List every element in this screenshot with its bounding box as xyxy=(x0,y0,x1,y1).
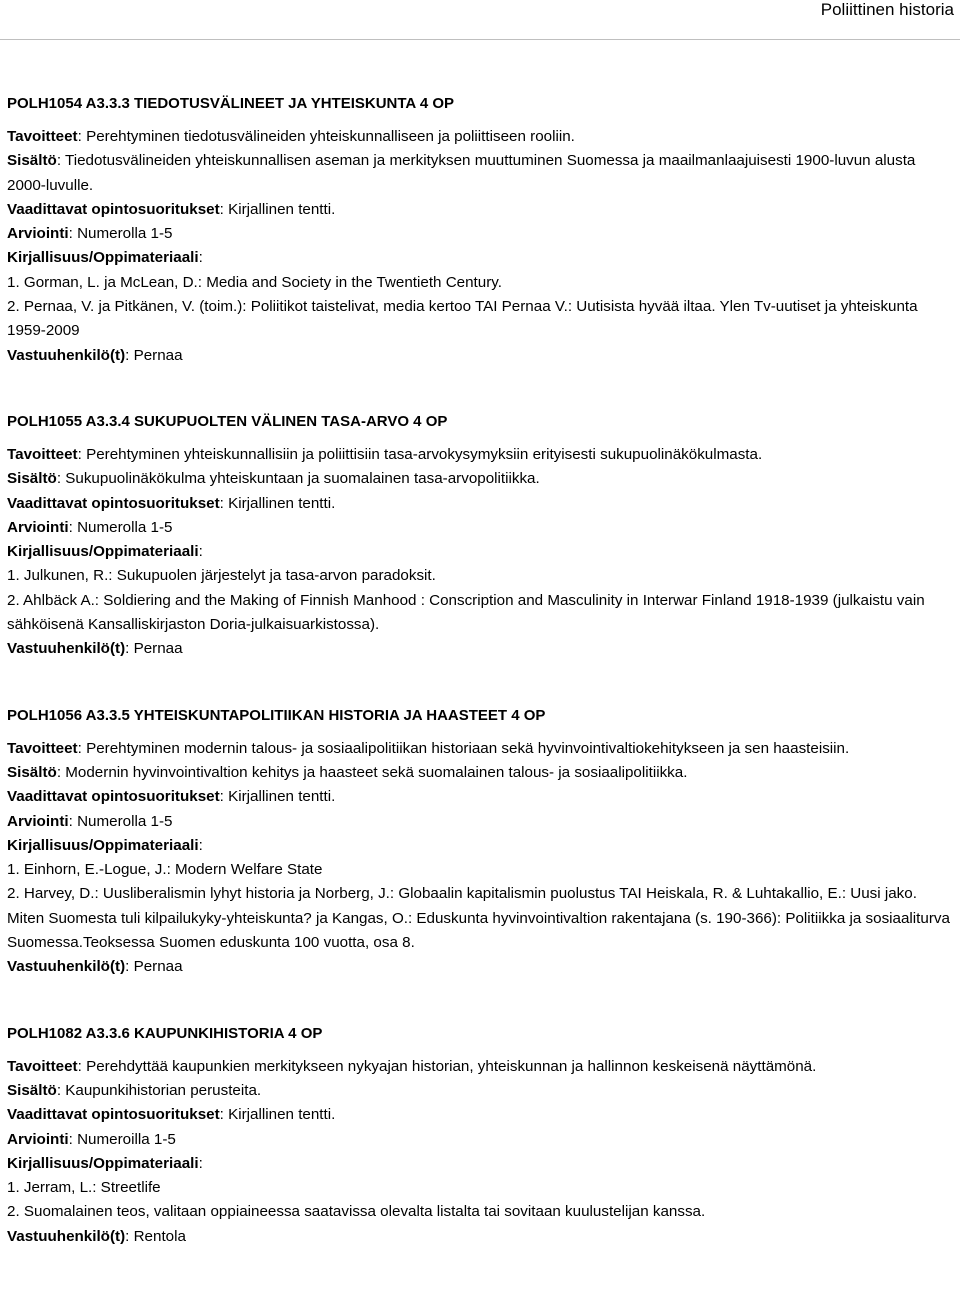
responsible-text: Pernaa xyxy=(133,958,183,976)
literature-label: Kirjallisuus/Oppimateriaali xyxy=(7,543,199,561)
course-title: POLH1054 A3.3.3 TIEDOTUSVÄLINEET JA YHTEISKUNTA 4 OP xyxy=(7,95,455,112)
content-line: Sisältö: Tiedotusvälineiden yhteiskunnallisen aseman ja merkityksen muuttuminen Suomessa ja maailmanlaajuisesti 1900-luvun alusta 2000-luvulle. xyxy=(7,152,916,194)
requirements-text: Kirjallinen tentti. xyxy=(228,200,336,218)
goals-text: Perehdyttää kaupunkien merkitykseen nykyajan historian, yhteiskunnan ja hallinnon keskeisenä näyttämönä. xyxy=(86,1057,817,1075)
header-title: Poliittinen historia xyxy=(820,0,954,19)
requirements-label: Vaadittavat opintosuoritukset xyxy=(7,788,220,806)
requirements-line: Vaadittavat opintosuoritukset: Kirjallinen tentti. xyxy=(7,788,336,806)
literature-heading: Kirjallisuus/Oppimateriaali: xyxy=(7,543,203,561)
section-gap xyxy=(7,662,955,704)
responsible-text: Rentola xyxy=(133,1227,186,1245)
course-block xyxy=(7,410,955,662)
literature-heading: Kirjallisuus/Oppimateriaali: xyxy=(7,836,203,854)
goals-label: Tavoitteet xyxy=(7,128,78,145)
goals-text: Perehtyminen modernin talous- ja sosiaalipolitiikan historiaan sekä hyvinvointivaltiokehitykseen ja sen haasteisiin. xyxy=(86,739,850,757)
section-gap xyxy=(7,980,955,1022)
grading-line: Arviointi: Numerolla 1-5 xyxy=(7,812,173,830)
grading-line: Arviointi: Numerolla 1-5 xyxy=(7,518,173,536)
literature-item: 1. Julkunen, R.: Sukupuolen järjestelyt ja tasa-arvon paradoksit. xyxy=(7,567,436,585)
requirements-line: Vaadittavat opintosuoritukset: Kirjallinen tentti. xyxy=(7,1106,336,1124)
requirements-text: Kirjallinen tentti. xyxy=(228,1106,336,1124)
grading-text: Numerolla 1-5 xyxy=(77,518,173,536)
grading-line: Arviointi: Numeroilla 1-5 xyxy=(7,1130,176,1148)
goals-text: Perehtyminen yhteiskunnallisiin ja poliittisiin tasa-arvokysymyksiin erityisesti sukupuolinäkökulmasta. xyxy=(86,445,763,463)
literature-item: 2. Harvey, D.: Uusliberalismin lyhyt historia ja Norberg, J.: Globaalin kapitalismin puolustus TAI Heiskala, R. & Luhtakallio, E.: Uusi jako. Miten Suomesta tuli kilpailukyky-yhteiskunta? ja Kangas, O.: Eduskunta hyvinvointivaltion rakentajana (s. 190-366): Politiikka ja sosiaaliturva Suomessa.Teoksessa Suomen eduskunta 100 vuotta, osa 8. xyxy=(7,885,950,952)
literature-label: Kirjallisuus/Oppimateriaali xyxy=(7,249,199,267)
content-text: Modernin hyvinvointivaltion kehitys ja haasteet sekä suomalainen talous- ja sosiaalipolitiikka. xyxy=(65,763,688,781)
grading-label: Arviointi xyxy=(7,518,69,536)
grading-text: Numerolla 1-5 xyxy=(77,812,173,830)
responsible-line: Vastuuhenkilö(t): Rentola xyxy=(7,1227,186,1245)
goals-label: Tavoitteet xyxy=(7,1057,78,1075)
literature-item: 1. Gorman, L. ja McLean, D.: Media and Society in the Twentieth Century. xyxy=(7,273,502,291)
section-gap xyxy=(7,368,955,410)
content-text: Sukupuolinäkökulma yhteiskuntaan ja suomalainen tasa-arvopolitiikka. xyxy=(65,470,540,488)
requirements-label: Vaadittavat opintosuoritukset xyxy=(7,494,220,512)
literature-label: Kirjallisuus/Oppimateriaali xyxy=(7,1154,199,1172)
content-text: Kaupunkihistorian perusteita. xyxy=(65,1081,262,1099)
requirements-text: Kirjallinen tentti. xyxy=(228,788,336,806)
literature-item: 2. Suomalainen teos, valitaan oppiaineessa saatavissa olevalta listalta tai sovitaan kuulustelijan kanssa. xyxy=(7,1203,706,1221)
content-label: Sisältö xyxy=(7,470,57,488)
responsible-label: Vastuuhenkilö(t) xyxy=(7,1227,126,1245)
responsible-label: Vastuuhenkilö(t) xyxy=(7,346,126,364)
course-block xyxy=(7,1022,955,1249)
goals-text: Perehtyminen tiedotusvälineiden yhteiskunnalliseen ja poliittiseen rooliin. xyxy=(86,128,575,145)
content-line: Sisältö: Modernin hyvinvointivaltion kehitys ja haasteet sekä suomalainen talous- ja sosiaalipolitiikka. xyxy=(7,763,688,781)
content-label: Sisältö xyxy=(7,1081,57,1099)
grading-label: Arviointi xyxy=(7,812,69,830)
content-line: Sisältö: Sukupuolinäkökulma yhteiskuntaan ja suomalainen tasa-arvopolitiikka. xyxy=(7,470,540,488)
literature-heading: Kirjallisuus/Oppimateriaali: xyxy=(7,1154,203,1172)
literature-item: 2. Ahlbäck A.: Soldiering and the Making of Finnish Manhood : Conscription and Masculinity in Interwar Finland 1918-1939 (julkaistu vain sähköisenä Kansalliskirjaston Doria-julkaisuarkistossa). xyxy=(7,591,925,634)
goals-label: Tavoitteet xyxy=(7,445,78,463)
responsible-line: Vastuuhenkilö(t): Pernaa xyxy=(7,640,183,658)
page-header xyxy=(0,0,960,40)
requirements-line: Vaadittavat opintosuoritukset: Kirjallinen tentti. xyxy=(7,494,336,512)
course-block xyxy=(7,92,955,368)
document-body xyxy=(7,92,955,1249)
grading-label: Arviointi xyxy=(7,225,69,243)
responsible-line: Vastuuhenkilö(t): Pernaa xyxy=(7,346,183,364)
literature-item: 1. Jerram, L.: Streetlife xyxy=(7,1179,161,1197)
literature-item: 1. Einhorn, E.-Logue, J.: Modern Welfare State xyxy=(7,861,323,879)
course-title: POLH1082 A3.3.6 KAUPUNKIHISTORIA 4 OP xyxy=(7,1024,323,1042)
requirements-line: Vaadittavat opintosuoritukset: Kirjallinen tentti. xyxy=(7,200,336,218)
responsible-text: Pernaa xyxy=(133,346,183,364)
goals-line: Tavoitteet: Perehtyminen modernin talous- ja sosiaalipolitiikan historiaan sekä hyvinvointivaltiokehitykseen ja sen haasteisiin. xyxy=(7,739,850,757)
grading-label: Arviointi xyxy=(7,1130,69,1148)
content-label: Sisältö xyxy=(7,763,57,781)
responsible-line: Vastuuhenkilö(t): Pernaa xyxy=(7,958,183,976)
responsible-label: Vastuuhenkilö(t) xyxy=(7,958,126,976)
course-block xyxy=(7,704,955,980)
responsible-label: Vastuuhenkilö(t) xyxy=(7,640,126,658)
goals-label: Tavoitteet xyxy=(7,739,78,757)
grading-text: Numerolla 1-5 xyxy=(77,225,173,243)
grading-text: Numeroilla 1-5 xyxy=(77,1130,176,1148)
goals-line: Tavoitteet: Perehdyttää kaupunkien merkitykseen nykyajan historian, yhteiskunnan ja hallinnon keskeisenä näyttämönä. xyxy=(7,1057,817,1075)
content-label: Sisältö xyxy=(7,152,57,170)
course-title: POLH1056 A3.3.5 YHTEISKUNTAPOLITIIKAN HISTORIA JA HAASTEET 4 OP xyxy=(7,706,546,724)
grading-line: Arviointi: Numerolla 1-5 xyxy=(7,225,173,243)
course-title: POLH1055 A3.3.4 SUKUPUOLTEN VÄLINEN TASA-ARVO 4 OP xyxy=(7,412,448,430)
content-text: Tiedotusvälineiden yhteiskunnallisen aseman ja merkityksen muuttuminen Suomessa ja maailmanlaajuisesti 1900-luvun alusta 2000-luvulle. xyxy=(7,152,916,194)
requirements-label: Vaadittavat opintosuoritukset xyxy=(7,1106,220,1124)
goals-line: Tavoitteet: Perehtyminen yhteiskunnallisiin ja poliittisiin tasa-arvokysymyksiin erityisesti sukupuolinäkökulmasta. xyxy=(7,445,763,463)
literature-item: 2. Pernaa, V. ja Pitkänen, V. (toim.): Poliitikot taistelivat, media kertoo TAI Pernaa V.: Uutisista hyvää iltaa. Ylen Tv-uutiset ja yhteiskunta 1959-2009 xyxy=(7,298,918,340)
literature-label: Kirjallisuus/Oppimateriaali xyxy=(7,836,199,854)
content-line: Sisältö: Kaupunkihistorian perusteita. xyxy=(7,1081,262,1099)
goals-line: Tavoitteet: Perehtyminen tiedotusvälineiden yhteiskunnalliseen ja poliittiseen rooliin. xyxy=(7,128,575,145)
responsible-text: Pernaa xyxy=(133,640,183,658)
requirements-label: Vaadittavat opintosuoritukset xyxy=(7,200,220,218)
literature-heading: Kirjallisuus/Oppimateriaali: xyxy=(7,249,203,267)
requirements-text: Kirjallinen tentti. xyxy=(228,494,336,512)
